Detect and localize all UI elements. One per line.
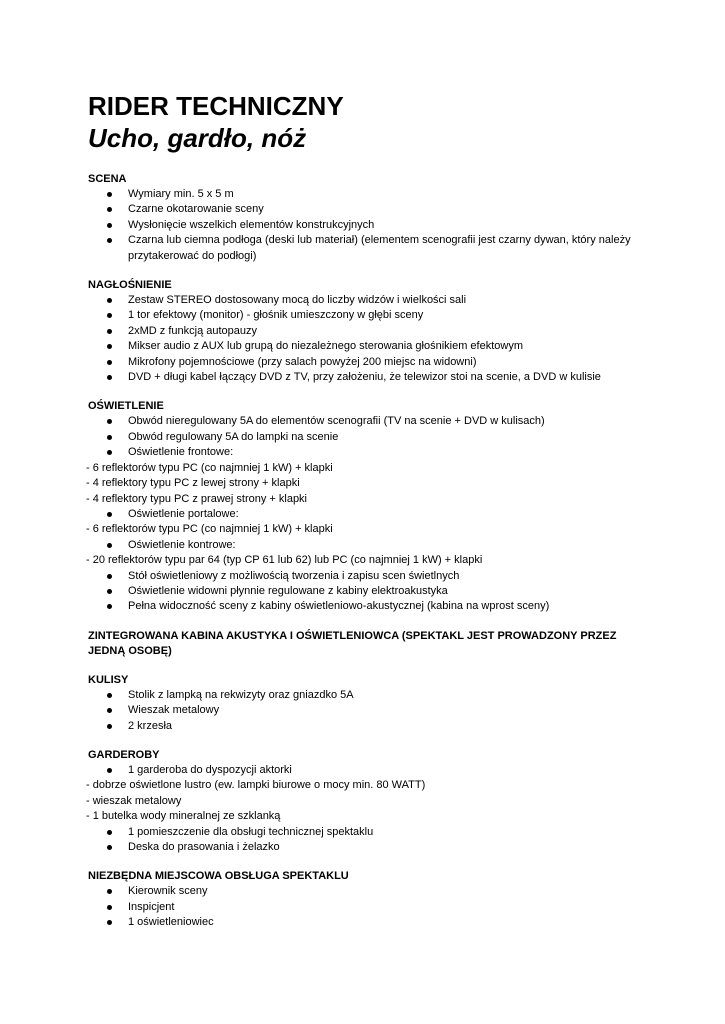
item-text: - 20 reflektorów typu par 64 (typ CP 61 lub 62) lub PC (co najmniej 1 kW) + klapki <box>86 554 483 567</box>
list-item <box>88 293 648 308</box>
item-text: Mikrofony pojemnościowe (przy salach powyżej 200 miejsc na widowni) <box>128 355 477 368</box>
item-text: Czarna lub ciemna podłoga (deski lub materiał) (elementem scenografii jest czarny dywan, który należy przytakerować do podłogi) <box>128 234 631 262</box>
section <box>88 748 648 855</box>
dash-line <box>86 461 648 476</box>
section <box>88 673 648 734</box>
section <box>88 278 648 385</box>
list-item <box>88 187 648 202</box>
item-text: 1 garderoba do dyspozycji aktorki <box>128 763 292 776</box>
item-text: Oświetlenie portalowe: <box>128 507 239 520</box>
list-item <box>88 370 648 385</box>
list-item <box>88 884 648 899</box>
bullet-icon <box>107 905 112 910</box>
item-text: 2xMD z funkcją autopauzy <box>128 324 258 337</box>
list-item <box>88 825 648 840</box>
sections-container <box>88 172 648 931</box>
bullet-icon <box>107 313 112 318</box>
list-item <box>88 218 648 233</box>
section-heading: NIEZBĘDNA MIEJSCOWA OBSŁUGA SPEKTAKLU <box>88 870 349 883</box>
bullet-icon <box>107 192 112 197</box>
bullet-icon <box>107 768 112 773</box>
list-item <box>88 445 648 460</box>
document-title: RIDER TECHNICZNY <box>88 91 344 121</box>
item-text: Obwód nieregulowany 5A do elementów scenografii (TV na scenie + DVD w kulisach) <box>128 415 545 428</box>
dash-line <box>86 778 648 793</box>
section-heading: ZINTEGROWANA KABINA AKUSTYKA I OŚWIETLENIOWCA (SPEKTAKL JEST PROWADZONY PRZEZ JEDNĄ OSOBĘ) <box>88 629 617 657</box>
item-text: Pełna widoczność sceny z kabiny oświetleniowo-akustycznej (kabina na wprost sceny) <box>128 600 550 613</box>
item-text: Wymiary min. 5 x 5 m <box>128 188 234 200</box>
item-text: Wysłonięcie wszelkich elementów konstrukcyjnych <box>128 218 375 231</box>
list-item <box>88 324 648 339</box>
section <box>88 869 648 930</box>
item-text: Oświetlenie widowni płynnie regulowane z kabiny elektroakustyka <box>128 584 448 597</box>
item-text: 1 pomieszczenie dla obsługi technicznej spektaklu <box>128 825 374 838</box>
section-heading: KULISY <box>88 673 129 686</box>
section <box>88 172 648 264</box>
list-item <box>88 703 648 718</box>
item-text: Oświetlenie kontrowe: <box>128 538 236 551</box>
list-item <box>88 430 648 445</box>
item-text: Wieszak metalowy <box>128 704 220 717</box>
item-text: 2 krzesła <box>128 719 173 732</box>
list-item <box>88 763 648 778</box>
bullet-icon <box>107 543 112 548</box>
item-text: - 6 reflektorów typu PC (co najmniej 1 kW) + klapki <box>86 461 333 474</box>
bullet-icon <box>107 830 112 835</box>
bullet-icon <box>107 708 112 713</box>
bullet-icon <box>107 238 112 243</box>
list-item <box>88 900 648 915</box>
item-text: 1 oświetleniowiec <box>128 916 214 929</box>
item-text: Zestaw STEREO dostosowany mocą do liczby widzów i wielkości sali <box>128 294 467 307</box>
list-item <box>88 719 648 734</box>
item-text: - 4 reflektory typu PC z prawej strony + klapki <box>86 492 307 505</box>
dash-line <box>86 522 648 537</box>
dash-line <box>86 553 648 568</box>
list-item <box>88 355 648 370</box>
list-item <box>88 538 648 553</box>
item-text: Oświetlenie frontowe: <box>128 446 234 459</box>
section-heading: SCENA <box>88 173 127 185</box>
section <box>88 399 648 614</box>
item-text: Obwód regulowany 5A do lampki na scenie <box>128 430 339 443</box>
item-text: Deska do prasowania i żelazko <box>128 841 280 853</box>
list-item <box>88 414 648 429</box>
item-text: - wieszak metalowy <box>86 794 182 807</box>
bullet-icon <box>107 693 112 698</box>
list-item <box>88 584 648 599</box>
item-text: - 4 reflektory typu PC z lewej strony + klapki <box>86 477 300 490</box>
bullet-icon <box>107 360 112 365</box>
bullet-icon <box>107 845 112 850</box>
bullet-icon <box>107 920 112 925</box>
item-text: 1 tor efektowy (monitor) - głośnik umieszczony w głębi sceny <box>128 309 424 322</box>
bullet-icon <box>107 574 112 579</box>
list-item <box>88 688 648 703</box>
bullet-icon <box>107 435 112 440</box>
item-text: Stół oświetleniowy z możliwością tworzenia i zapisu scen świetlnych <box>128 569 460 582</box>
bullet-icon <box>107 298 112 303</box>
list-item <box>88 233 648 264</box>
bullet-icon <box>107 419 112 424</box>
dash-line <box>86 794 648 809</box>
section-heading: NAGŁOŚNIENIE <box>88 279 172 292</box>
bullet-icon <box>107 512 112 517</box>
item-text: - 1 butelka wody mineralnej ze szklanką <box>86 810 281 823</box>
bullet-icon <box>107 589 112 594</box>
list-item <box>88 202 648 217</box>
item-text: - dobrze oświetlone lustro (ew. lampki biurowe o mocy min. 80 WATT) <box>86 779 426 792</box>
dash-line <box>86 809 648 824</box>
item-text: DVD + długi kabel łączący DVD z TV, przy założeniu, że telewizor stoi na scenie, a DVD w kulisie <box>128 371 601 384</box>
list-item <box>88 308 648 323</box>
bullet-icon <box>107 375 112 380</box>
item-text: Mikser audio z AUX lub grupą do niezależnego sterowania głośnikiem efektowym <box>128 340 523 353</box>
bullet-icon <box>107 329 112 334</box>
section <box>88 629 648 659</box>
list-item <box>88 569 648 584</box>
list-item <box>88 915 648 930</box>
item-text: Stolik z lampką na rekwizyty oraz gniazdko 5A <box>128 688 354 701</box>
dash-line <box>86 476 648 491</box>
document-page <box>88 90 648 945</box>
bullet-icon <box>107 604 112 609</box>
item-text: Inspicjent <box>128 900 175 913</box>
item-text: Czarne okotarowanie sceny <box>128 203 264 216</box>
bullet-icon <box>107 724 112 729</box>
item-text: - 6 reflektorów typu PC (co najmniej 1 kW) + klapki <box>86 523 333 536</box>
list-item <box>88 599 648 614</box>
list-item <box>88 507 648 522</box>
bullet-icon <box>107 344 112 349</box>
document-subtitle: Ucho, gardło, nóż <box>88 123 307 153</box>
section-heading: GARDEROBY <box>88 748 160 761</box>
bullet-icon <box>107 450 112 455</box>
list-item <box>88 339 648 354</box>
bullet-icon <box>107 889 112 894</box>
list-item <box>88 840 648 855</box>
section-heading: OŚWIETLENIE <box>88 400 164 413</box>
item-text: Kierownik sceny <box>128 885 208 898</box>
bullet-icon <box>107 223 112 228</box>
bullet-icon <box>107 207 112 212</box>
dash-line <box>86 492 648 507</box>
